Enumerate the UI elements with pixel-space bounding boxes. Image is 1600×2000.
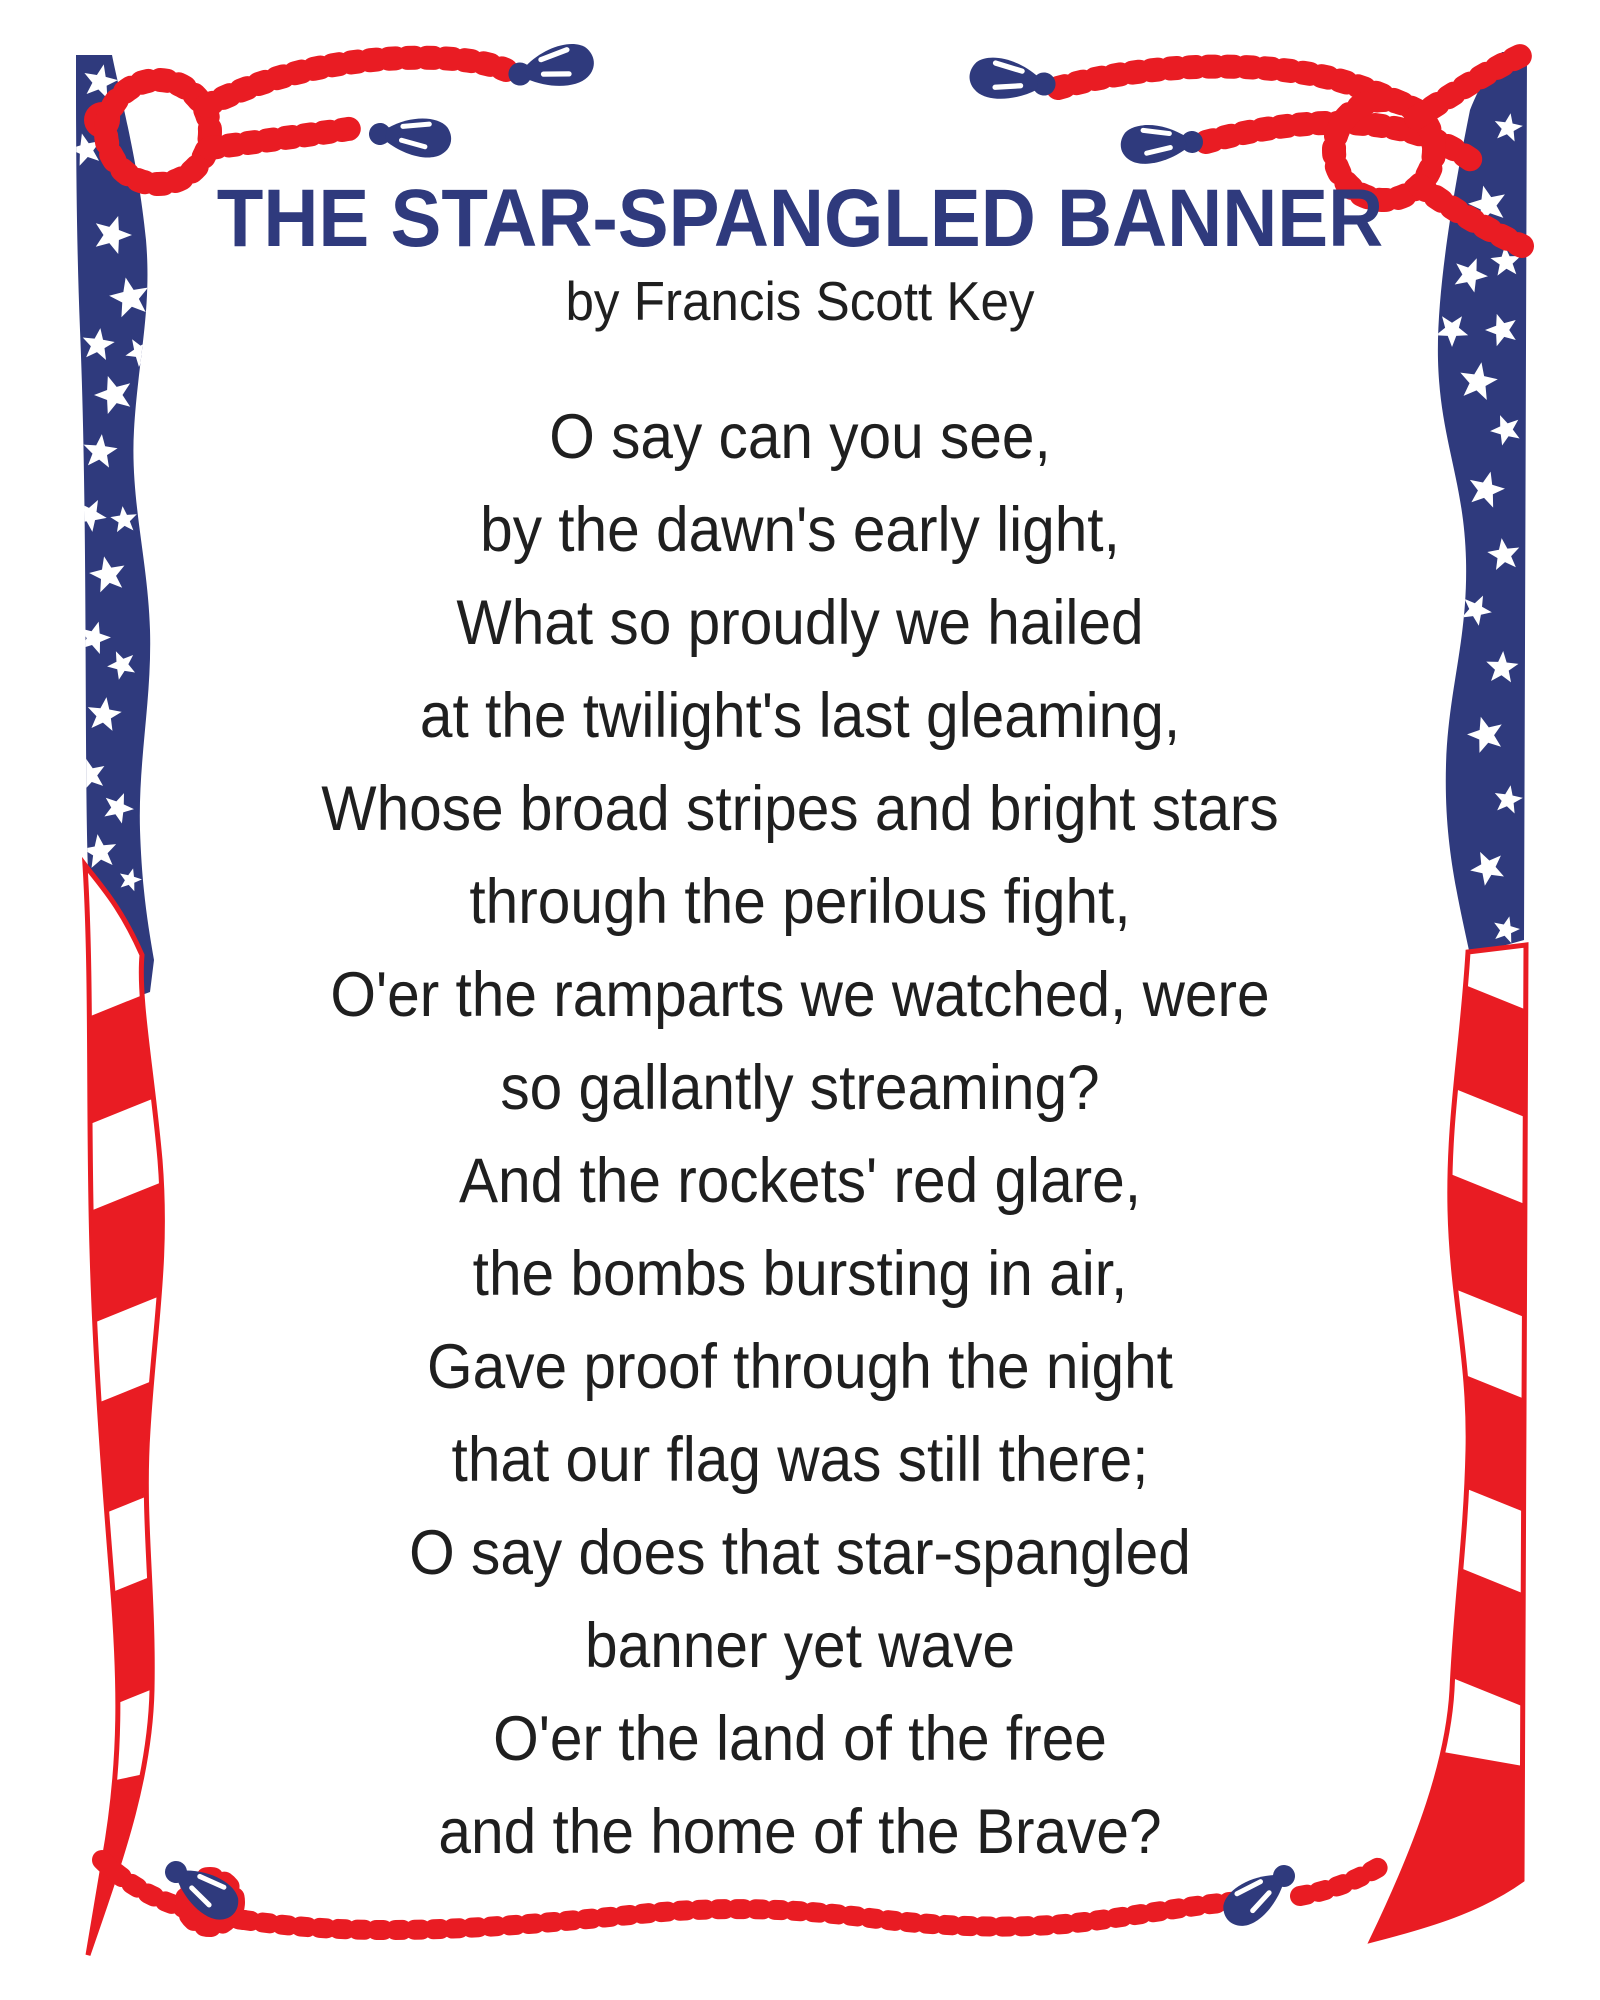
poem-line: and the home of the Brave? (438, 1797, 1162, 1868)
byline: by Francis Scott Key (565, 270, 1035, 332)
rope-coil (185, 1877, 235, 1927)
page-title: THE STAR-SPANGLED BANNER (216, 173, 1384, 264)
tassel-icon (505, 40, 597, 95)
rope-cord (1058, 67, 1420, 112)
poem-line: the bombs bursting in air, (472, 1239, 1128, 1310)
poem-line: O'er the ramparts we watched, were (330, 960, 1270, 1031)
poem-line: O'er the land of the free (493, 1704, 1107, 1775)
rope-coil (106, 80, 210, 184)
rope-cord (206, 58, 506, 106)
poem-line: by the dawn's early light, (480, 495, 1120, 566)
rope-cord (1416, 56, 1520, 118)
star-icon (66, 130, 105, 168)
star-icon (80, 61, 120, 100)
poem-content (56, 173, 1544, 1879)
rope-knob (84, 102, 120, 138)
poem-line: so gallantly streaming? (500, 1053, 1100, 1124)
poem-line: O say does that star-spangled (409, 1518, 1191, 1589)
poem-line: Gave proof through the night (427, 1332, 1173, 1403)
tassel-icon (1119, 121, 1204, 165)
poem-line: Whose broad stripes and bright stars (321, 774, 1279, 845)
poem-line: at the twilight's last gleaming, (419, 681, 1181, 752)
poem-line: banner yet wave (585, 1611, 1015, 1682)
poem-line: through the perilous fight, (469, 867, 1131, 938)
poem-line: What so proudly we hailed (456, 588, 1144, 659)
rope-cord (1206, 123, 1474, 162)
star-icon (1492, 111, 1525, 143)
poem-line: that our flag was still there; (451, 1425, 1149, 1496)
poem (56, 391, 1544, 1879)
poem-line: O say can you see, (549, 402, 1051, 473)
rope-cord (244, 1900, 1258, 1930)
rope-cord (210, 128, 358, 148)
rope-top-left (84, 40, 597, 184)
tassel-icon (967, 55, 1057, 104)
poem-line: And the rockets' red glare, (458, 1146, 1142, 1217)
tassel-icon (367, 113, 453, 160)
